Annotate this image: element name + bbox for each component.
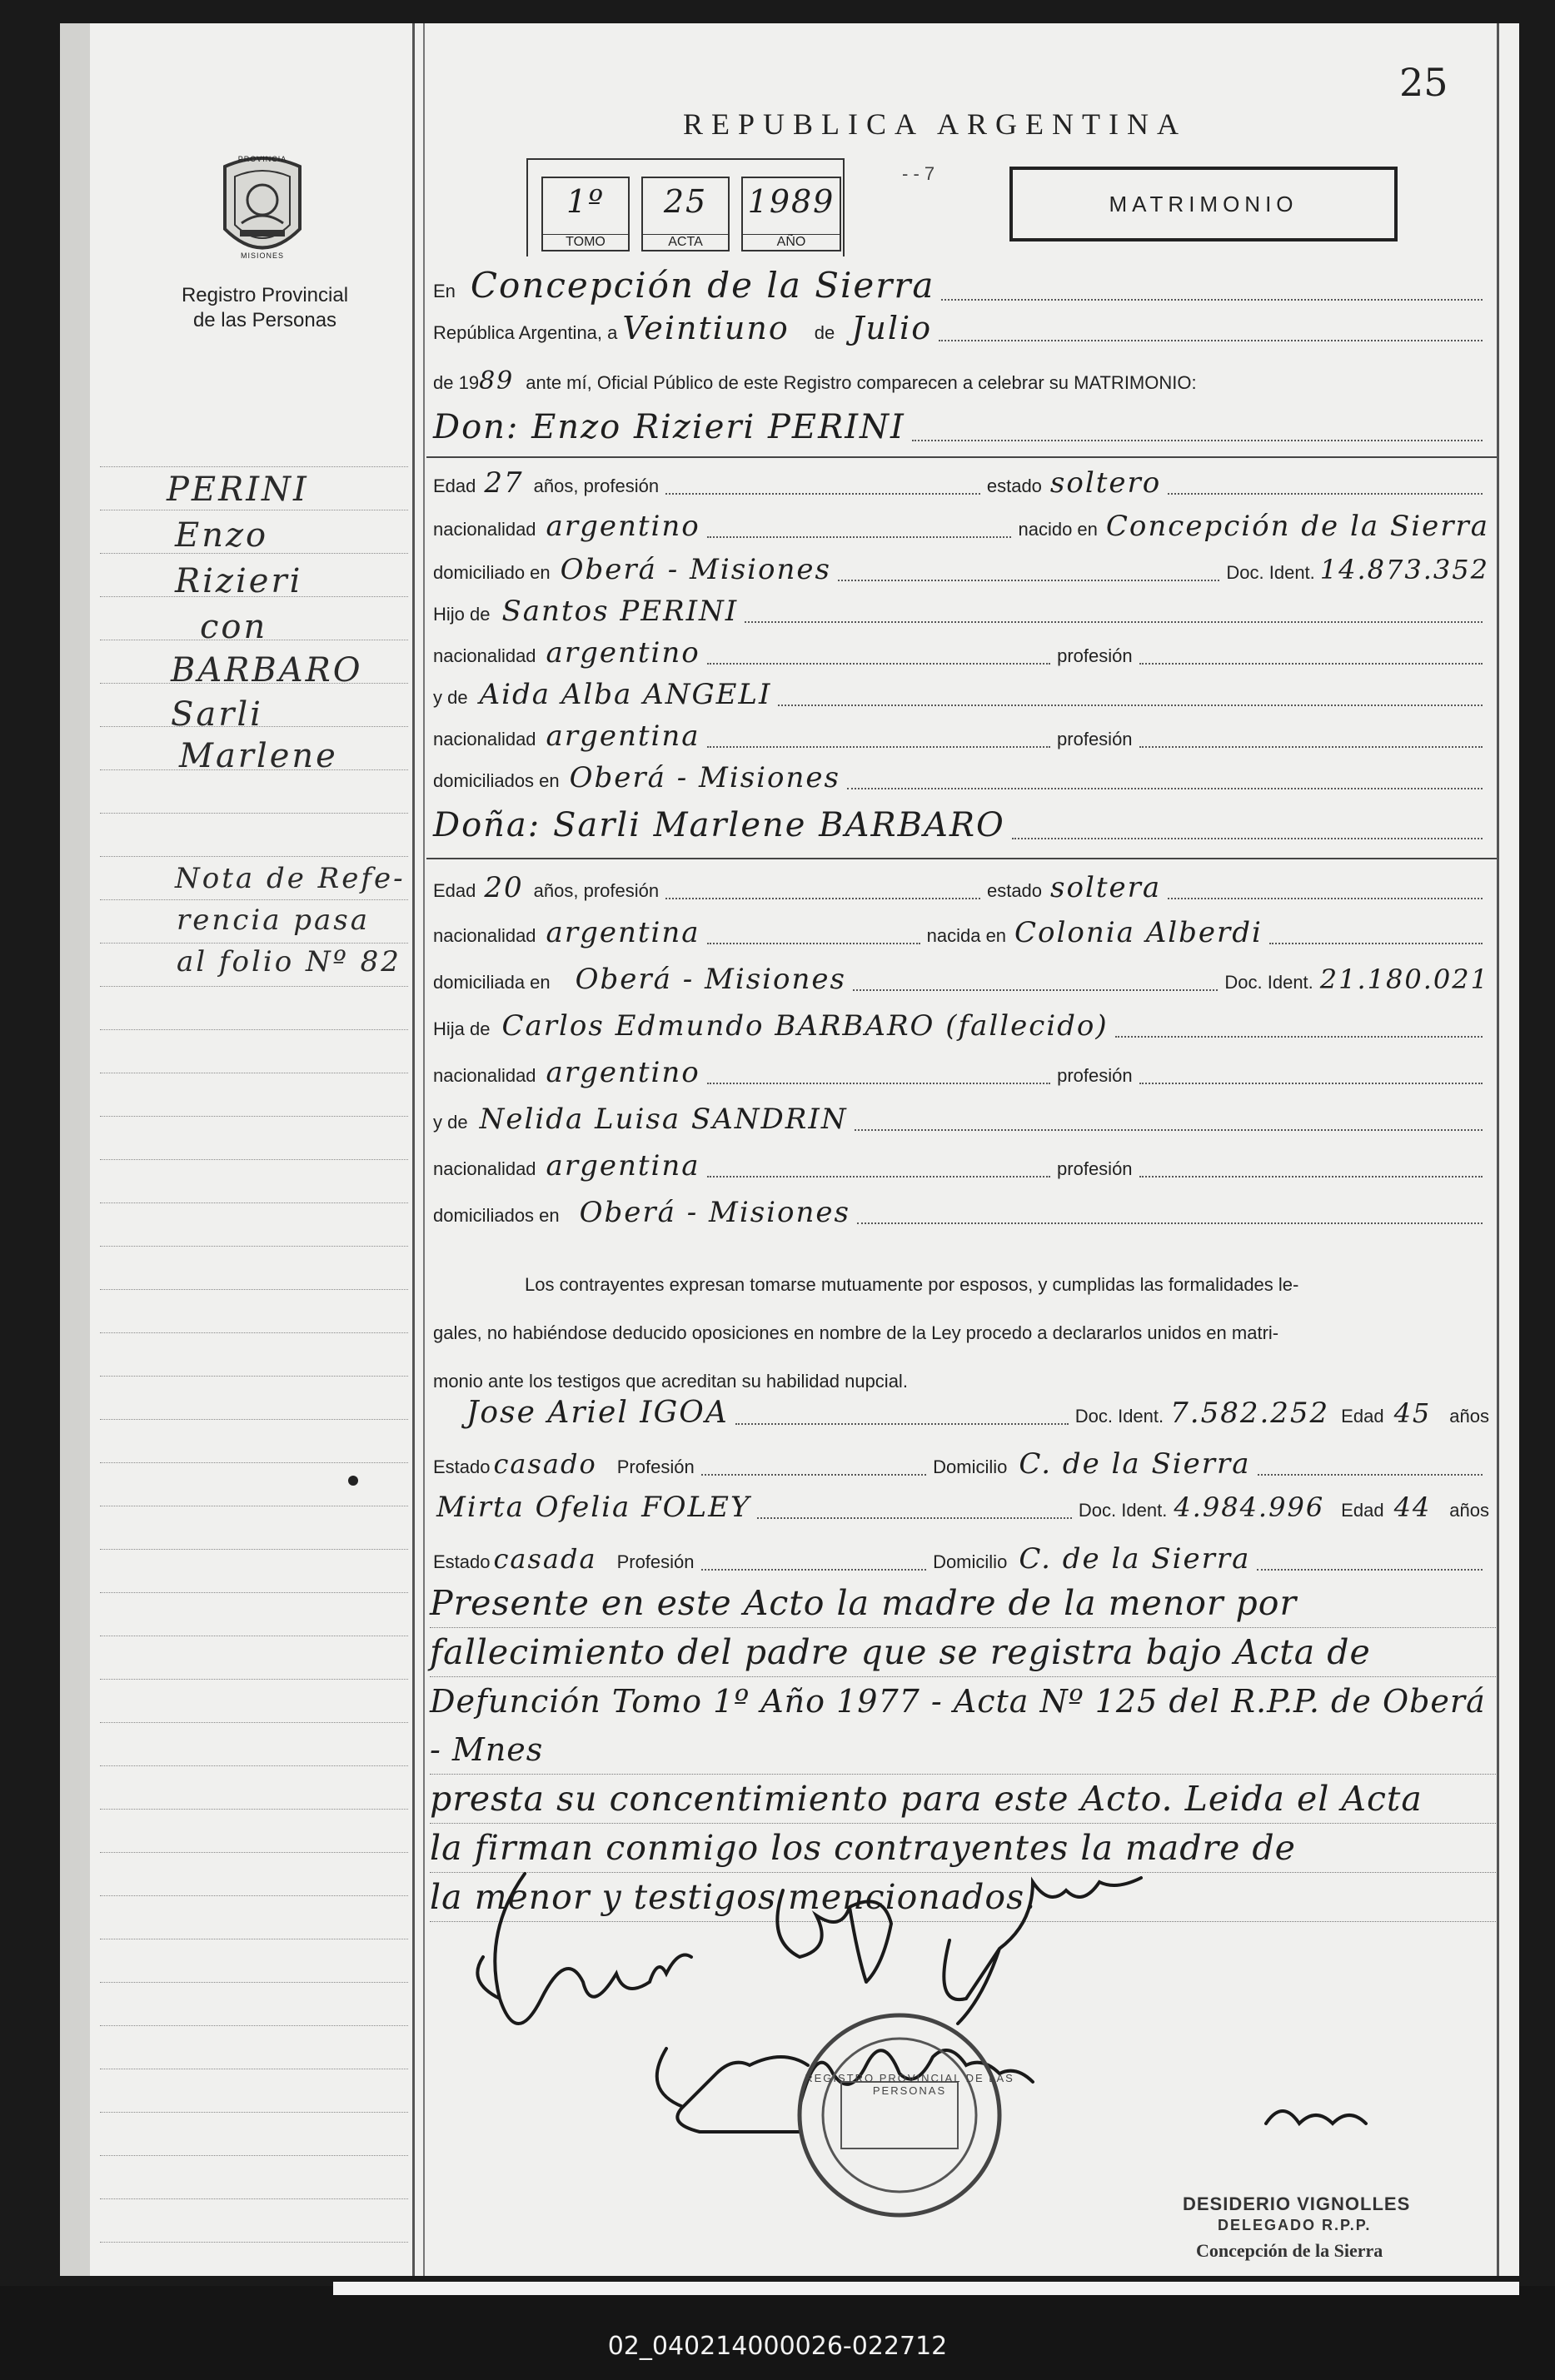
official-name: DESIDERIO VIGNOLLES [1183, 2193, 1411, 2214]
intro-statement: ante mí, Oficial Público de este Registro comparecen a celebrar su MATRIMONIO: [526, 372, 1197, 393]
bride-age: 20 [484, 871, 524, 904]
bride-mother: Nelida Luisa SANDRIN [479, 1103, 848, 1136]
note-line-1: Presente en este Acto la madre de la menor por [430, 1579, 1496, 1628]
margin-ruled-line [100, 1982, 408, 1984]
margin-name-7: Marlene [179, 737, 338, 775]
margin-note-2: rencia pasa [177, 904, 371, 937]
groom-yde-label: y de [433, 687, 468, 708]
groom-domicile: Oberá - Misiones [560, 553, 831, 586]
groom-edad-label: Edad [433, 476, 476, 496]
registry-name-line2: de las Personas [192, 309, 337, 331]
bride-birthplace: Colonia Alberdi [1014, 916, 1263, 949]
marriage-year-suffix: 89 [479, 366, 515, 396]
witness-1-age: 45 [1393, 1397, 1432, 1429]
bride-father-nationality: argentino [546, 1056, 700, 1089]
witness-1-domicile: C. de la Sierra [1019, 1447, 1251, 1481]
note-line-6: la menor y testigos mencionados. [430, 1873, 1496, 1922]
declaration-line-3: monio ante los testigos que acreditan su habilidad nupcial. [433, 1371, 908, 1392]
margin-note-1: Nota de Refe- [175, 862, 406, 895]
margin-ruled-line [100, 1765, 408, 1767]
official-role: DELEGADO R.P.P. [1218, 2217, 1372, 2233]
bride-yde-label: y de [433, 1112, 468, 1133]
declaration-text [433, 1261, 1489, 1406]
margin-ruled-line [100, 1722, 408, 1724]
witness-1-line [433, 1396, 1489, 1430]
margin-ruled-line [100, 1419, 408, 1421]
intro-statement-line [433, 366, 1489, 396]
margin-ruled-line [100, 2025, 408, 2027]
note-line-5: la firman conmigo los contrayentes la madre de [430, 1824, 1496, 1873]
witness-2-edad-label: Edad [1341, 1500, 1384, 1521]
groom-mother-nationality: argentina [546, 719, 700, 753]
groom-doc: 14.873.352 [1319, 554, 1489, 585]
margin-ruled-line [100, 856, 408, 858]
signature-official [1266, 2111, 1366, 2124]
signatures-area [450, 1857, 1499, 2223]
margin-name-1: PERINI [167, 471, 309, 509]
bride-edad-label: Edad [433, 880, 476, 901]
note-line-3: Defunción Tomo 1º Año 1977 - Acta Nº 125 del R.P.P. de Oberá - Mnes [430, 1677, 1496, 1775]
intro-place-line [433, 265, 1489, 306]
bride-father-line [433, 1009, 1489, 1043]
margin-ruled-line [100, 813, 408, 814]
round-stamp [800, 2015, 999, 2215]
bride-mother-nat-line [433, 1149, 1489, 1183]
witness-2-name: Mirta Ofelia FOLEY [436, 1491, 751, 1524]
margin-ruled-line [100, 1202, 408, 1204]
groom-mother-prof-label: profesión [1057, 729, 1133, 749]
witness-2-prof-label: Profesión [616, 1551, 695, 1572]
witness-1-estado: casado [493, 1448, 597, 1480]
seal-text-bottom: MISIONES [240, 251, 284, 260]
margin-ruled-line [100, 1332, 408, 1334]
groom-age-line [433, 466, 1489, 500]
de-label: de [814, 322, 835, 343]
witness-1-name: Jose Ariel IGOA [466, 1396, 729, 1430]
bride-father-prof-label: profesión [1057, 1065, 1133, 1086]
margin-ruled-line [100, 510, 408, 511]
witness-1-dom-label: Domicilio [933, 1456, 1008, 1477]
anio-value: 1989 [747, 183, 835, 220]
margin-ruled-line [100, 899, 408, 901]
margin-ruled-line [100, 2198, 408, 2200]
margin-ruled-line [100, 466, 408, 468]
scan-id-label: 02_040214000026-022712 [607, 2332, 948, 2361]
groom-domicile-line [433, 553, 1489, 586]
acta-label: ACTA [643, 234, 728, 250]
signature-witness-1 [944, 1878, 1141, 2024]
margin-ruled-line [100, 1939, 408, 1940]
registry-name-line1: Registro Provincial [181, 284, 349, 306]
groom-estado-label: estado [986, 476, 1042, 496]
declaration-line-2: gales, no habiéndose deducido oposiciones en nombre de la Ley procedo a declararlos unidos en matri- [433, 1322, 1279, 1343]
witness-1-doc: 7.582.252 [1170, 1397, 1330, 1430]
declaration-line-1: Los contrayentes expresan tomarse mutuamente por esposos, y cumplidas las formalidades le- [525, 1274, 1299, 1295]
groom-father: Santos PERINI [501, 595, 739, 628]
witness-1-detail-line [433, 1447, 1489, 1481]
groom-father-prof-label: profesión [1057, 645, 1133, 666]
groom-estado: soltero [1049, 466, 1162, 500]
signature-mother [657, 2049, 808, 2132]
margin-divider [412, 23, 415, 2276]
margin-name-5: BARBARO [171, 651, 363, 690]
margin-ruled-line [100, 1029, 408, 1031]
anio-label: AÑO [743, 234, 840, 250]
margin-ruled-line [100, 2155, 408, 2157]
witness-2-doc: 4.984.996 [1174, 1491, 1325, 1523]
act-type: MATRIMONIO [1109, 191, 1298, 217]
bride-dom-label: domiciliada en [433, 972, 551, 993]
bride-nacida-label: nacida en [926, 925, 1007, 946]
tomo-label: TOMO [543, 234, 628, 250]
witness-2-detail-line [433, 1542, 1489, 1576]
margin-ruled-line [100, 1592, 408, 1594]
margin-divider-inner [423, 23, 425, 2276]
groom-name-line [433, 408, 1489, 446]
bride-nationality: argentina [546, 916, 700, 949]
acta-cell [641, 177, 730, 251]
bride-anios-label: años, profesión [533, 880, 660, 901]
bride-mother-line [433, 1103, 1489, 1136]
margin-ruled-line [100, 943, 408, 944]
republic-title: REPUBLICA ARGENTINA [683, 107, 1188, 141]
bride-parents-domicile: Oberá - Misiones [579, 1196, 850, 1229]
bride-parents-dom-line [433, 1196, 1489, 1229]
groom-nac-label: nacionalidad [433, 519, 536, 540]
margin-ruled-line [100, 1549, 408, 1551]
margin-ruled-line [100, 1506, 408, 1507]
witness-1-doc-label: Doc. Ident. [1074, 1406, 1164, 1427]
groom-father-nat-line [433, 636, 1489, 670]
tomo-value: 1º [566, 183, 606, 220]
official-place: Concepción de la Sierra [1196, 2240, 1383, 2261]
margin-ruled-line [100, 1852, 408, 1854]
witness-2-anios-label: años [1449, 1500, 1489, 1521]
margin-ruled-line [100, 1159, 408, 1161]
bride-mother-prof-label: profesión [1057, 1158, 1133, 1179]
bride-name: Doña: Sarli Marlene BARBARO [433, 806, 1005, 844]
groom-nacido-label: nacido en [1018, 519, 1098, 540]
groom-age: 27 [484, 466, 524, 500]
margin-ruled-line [100, 2069, 408, 2070]
tomo-acta-anio-box [526, 158, 843, 256]
marriage-month: Julio [851, 310, 933, 346]
bride-estado: soltera [1050, 871, 1162, 904]
bride-rule [426, 858, 1497, 859]
de-year-label: de 19 [433, 372, 480, 393]
hija-label: Hija de [433, 1018, 491, 1039]
margin-ruled-line [100, 1073, 408, 1074]
round-stamp-text: REGISTRO PROVINCIAL DE LAS PERSONAS [805, 2072, 1014, 2097]
republica-label: República Argentina, a [433, 322, 618, 343]
bride-estado-label: estado [986, 880, 1043, 901]
bride-nationality-line [433, 916, 1489, 949]
margin-name-2: Enzo [175, 516, 269, 555]
groom-mother-nat-line [433, 719, 1489, 753]
note-line-4: presta su concentimiento para este Acto. Leida el Acta [430, 1775, 1496, 1824]
groom-father-line [433, 595, 1489, 628]
bride-father-nac-label: nacionalidad [433, 1065, 536, 1086]
margin-ruled-line [100, 1895, 408, 1897]
bride-parents-dom-label: domiciliados en [433, 1205, 560, 1226]
header-mark: - - 7 [902, 163, 935, 184]
tomo-cell [541, 177, 630, 251]
groom-birthplace: Concepción de la Sierra [1105, 510, 1489, 543]
groom-parents-domicile: Oberá - Misiones [569, 761, 840, 794]
page-number: 25 [1399, 60, 1448, 105]
witness-1-estado-label: Estado [433, 1456, 491, 1477]
groom-doc-label: Doc. Ident. [1226, 562, 1315, 583]
page-bottom-edge [333, 2282, 1519, 2295]
seal-emblem-icon [208, 150, 316, 266]
bride-doc-label: Doc. Ident. [1224, 972, 1313, 993]
margin-ruled-line [100, 2242, 408, 2243]
witness-2-age: 44 [1393, 1491, 1432, 1523]
bride-doc: 21.180.021 [1319, 963, 1489, 995]
margin-note-3: al folio Nº 82 [177, 945, 401, 978]
bride-mother-nac-label: nacionalidad [433, 1158, 536, 1179]
marriage-day: Veintiuno [622, 310, 790, 346]
groom-father-nationality: argentino [546, 636, 700, 670]
margin-name-6: Sarli [171, 695, 263, 734]
witness-2-dom-label: Domicilio [933, 1551, 1008, 1572]
hijo-label: Hijo de [433, 604, 491, 625]
groom-parents-dom-label: domiciliados en [433, 770, 560, 791]
margin-ruled-line [100, 1246, 408, 1247]
margin-ruled-line [100, 1289, 408, 1291]
intro-date-line [433, 310, 1489, 346]
groom-dom-label: domiciliado en [433, 562, 551, 583]
groom-father-nac-label: nacionalidad [433, 645, 536, 666]
en-label: En [433, 281, 456, 301]
margin-name-3: Rizieri [175, 562, 303, 600]
marriage-place: Concepción de la Sierra [470, 265, 935, 306]
signature-bride [777, 1890, 891, 1982]
bride-father: Carlos Edmundo BARBARO (fallecido) [501, 1009, 1109, 1043]
margin-ruled-line [100, 986, 408, 988]
bride-domicile: Oberá - Misiones [575, 963, 846, 996]
groom-mother: Aida Alba ANGELI [479, 678, 772, 711]
witness-2-line [433, 1491, 1489, 1524]
groom-nationality-line [433, 510, 1489, 543]
groom-nationality: argentino [546, 510, 700, 543]
witness-1-edad-label: Edad [1341, 1406, 1384, 1427]
anio-cell [741, 177, 841, 251]
margin-ruled-line [100, 1809, 408, 1810]
margin-ruled-line [100, 2112, 408, 2114]
bride-age-line [433, 871, 1489, 904]
margin-ruled-line [100, 1636, 408, 1637]
witness-2-doc-label: Doc. Ident. [1078, 1500, 1168, 1521]
bride-name-line [433, 806, 1489, 844]
signature-groom [477, 1874, 691, 2024]
bride-domicile-line [433, 963, 1489, 996]
groom-mother-line [433, 678, 1489, 711]
groom-name: Don: Enzo Rizieri PERINI [433, 408, 905, 446]
witness-2-domicile: C. de la Sierra [1019, 1542, 1251, 1576]
margin-ruled-line [100, 1376, 408, 1377]
margin-ruled-line [100, 1116, 408, 1118]
witness-2-estado: casada [493, 1543, 597, 1575]
groom-parents-dom-line [433, 761, 1489, 794]
acta-value: 25 [663, 183, 708, 220]
bride-nac-label: nacionalidad [433, 925, 536, 946]
margin-ruled-line [100, 1462, 408, 1464]
note-line-2: fallecimiento del padre que se registra bajo Acta de [430, 1628, 1496, 1677]
witness-2-estado-label: Estado [433, 1551, 491, 1572]
act-type-box [1009, 167, 1398, 241]
groom-rule [426, 456, 1497, 458]
witness-1-prof-label: Profesión [616, 1456, 695, 1477]
bride-father-nat-line [433, 1056, 1489, 1089]
margin-name-4: con [200, 608, 268, 646]
provincial-seal [208, 150, 316, 266]
groom-anios-label: años, profesión [533, 476, 660, 496]
margin-ruled-line [100, 1679, 408, 1680]
margin-dot [348, 1476, 358, 1486]
seal-text-top: PROVINCIA [237, 155, 287, 163]
groom-mother-nac-label: nacionalidad [433, 729, 536, 749]
registry-name [167, 283, 363, 333]
witness-1-anios-label: años [1449, 1406, 1489, 1427]
page-binding-edge [60, 23, 90, 2276]
bride-mother-nationality: argentina [546, 1149, 700, 1183]
